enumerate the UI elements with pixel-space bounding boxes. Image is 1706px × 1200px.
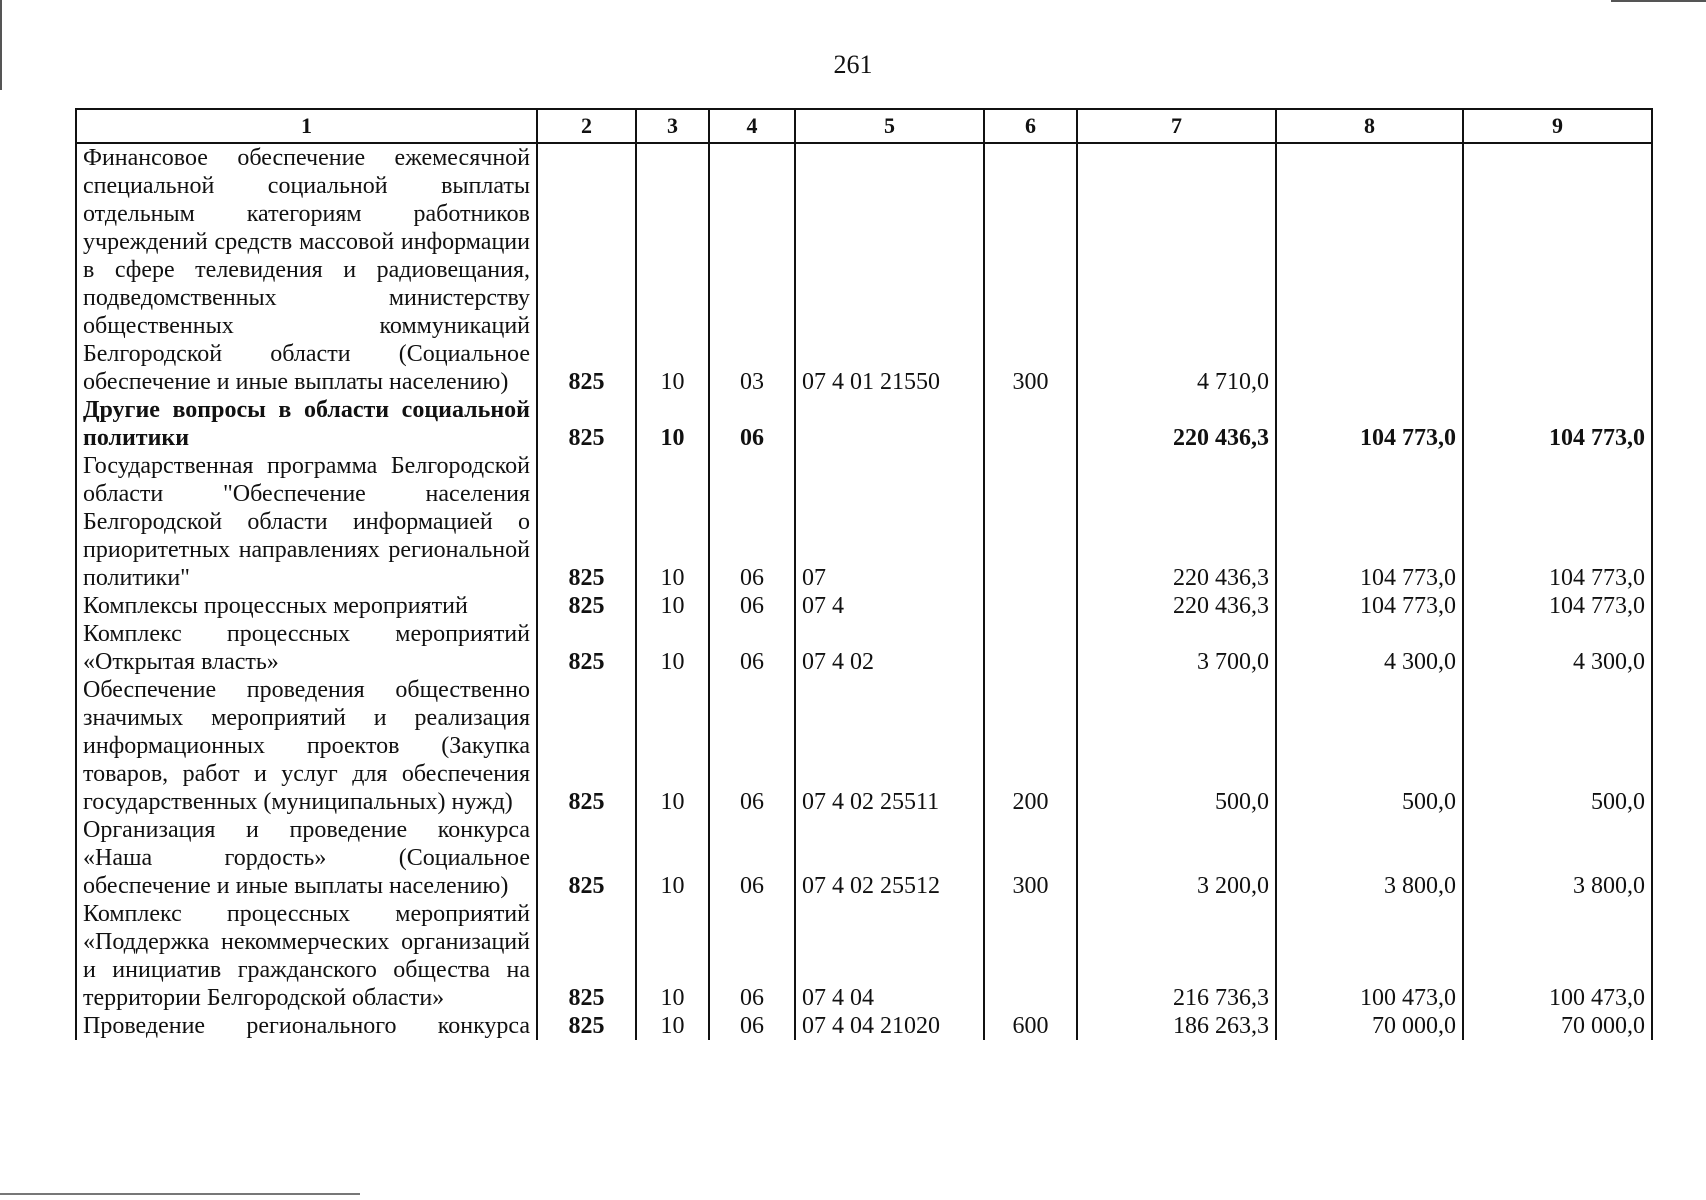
table-row xyxy=(76,816,1652,900)
cell-amount-8: 500,0 xyxy=(1276,676,1463,816)
cell-expense-type: 300 xyxy=(984,816,1077,900)
table-row xyxy=(76,676,1652,816)
cell-section: 10 xyxy=(636,396,709,452)
cell-subsection: 06 xyxy=(709,1012,795,1040)
cell-subsection: 06 xyxy=(709,816,795,900)
cell-section: 10 xyxy=(636,900,709,1012)
budget-table xyxy=(75,108,1653,1040)
table-row xyxy=(76,143,1652,396)
cell-expense-type: 600 xyxy=(984,1012,1077,1040)
row-description: Обеспечение проведения общественно значимых мероприятий и реализация информационных проектов (Закупка товаров, работ и услуг для обеспечения государственных (муниципальных) нужд) xyxy=(76,676,537,816)
cell-section: 10 xyxy=(636,592,709,620)
header-cell: 7 xyxy=(1077,109,1276,143)
cell-code-admin: 825 xyxy=(537,620,636,676)
cell-amount-7: 3 200,0 xyxy=(1077,816,1276,900)
row-description: Комплекс процессных мероприятий «Поддержка некоммерческих организаций и инициатив гражданского общества на территории Белгородской области» xyxy=(76,900,537,1012)
cell-subsection: 06 xyxy=(709,396,795,452)
cell-expense-type xyxy=(984,452,1077,592)
cell-section: 10 xyxy=(636,620,709,676)
cell-expense-type xyxy=(984,900,1077,1012)
cell-amount-9: 104 773,0 xyxy=(1463,452,1652,592)
header-cell: 6 xyxy=(984,109,1077,143)
cell-expense-type xyxy=(984,620,1077,676)
cell-amount-7: 216 736,3 xyxy=(1077,900,1276,1012)
cell-section: 10 xyxy=(636,816,709,900)
cell-amount-9: 104 773,0 xyxy=(1463,396,1652,452)
cell-amount-8: 104 773,0 xyxy=(1276,396,1463,452)
table-row xyxy=(76,396,1652,452)
cell-amount-9: 500,0 xyxy=(1463,676,1652,816)
cell-target-article: 07 4 02 xyxy=(795,620,984,676)
cell-amount-8: 100 473,0 xyxy=(1276,900,1463,1012)
cell-section: 10 xyxy=(636,1012,709,1040)
row-description: Проведение регионального конкурса xyxy=(76,1012,537,1040)
cell-amount-9: 70 000,0 xyxy=(1463,1012,1652,1040)
cell-expense-type xyxy=(984,396,1077,452)
cell-amount-7: 3 700,0 xyxy=(1077,620,1276,676)
cell-amount-8 xyxy=(1276,143,1463,396)
cell-amount-7: 220 436,3 xyxy=(1077,452,1276,592)
cell-expense-type xyxy=(984,592,1077,620)
cell-code-admin: 825 xyxy=(537,1012,636,1040)
cell-code-admin: 825 xyxy=(537,396,636,452)
cell-section: 10 xyxy=(636,452,709,592)
table-row xyxy=(76,592,1652,620)
cell-code-admin: 825 xyxy=(537,676,636,816)
cell-amount-9: 4 300,0 xyxy=(1463,620,1652,676)
cell-section: 10 xyxy=(636,676,709,816)
cell-code-admin: 825 xyxy=(537,143,636,396)
cell-amount-8: 104 773,0 xyxy=(1276,592,1463,620)
row-description: Комплексы процессных мероприятий xyxy=(76,592,537,620)
cell-target-article: 07 4 02 25512 xyxy=(795,816,984,900)
header-cell: 4 xyxy=(709,109,795,143)
cell-target-article xyxy=(795,396,984,452)
header-cell: 9 xyxy=(1463,109,1652,143)
cell-target-article: 07 4 01 21550 xyxy=(795,143,984,396)
cell-code-admin: 825 xyxy=(537,900,636,1012)
table-row xyxy=(76,452,1652,592)
cell-code-admin: 825 xyxy=(537,816,636,900)
header-cell: 1 xyxy=(76,109,537,143)
row-description: Государственная программа Белгородской области "Обеспечение населения Белгородской области информацией о приоритетных направлениях региональной политики" xyxy=(76,452,537,592)
cell-target-article: 07 xyxy=(795,452,984,592)
cell-code-admin: 825 xyxy=(537,592,636,620)
table-row xyxy=(76,620,1652,676)
cell-subsection: 06 xyxy=(709,620,795,676)
cell-amount-9: 104 773,0 xyxy=(1463,592,1652,620)
scan-edge-bottom xyxy=(0,1193,360,1195)
cell-subsection: 06 xyxy=(709,900,795,1012)
row-description: Другие вопросы в области социальной политики xyxy=(76,396,537,452)
cell-amount-7: 220 436,3 xyxy=(1077,396,1276,452)
cell-amount-7: 186 263,3 xyxy=(1077,1012,1276,1040)
cell-amount-8: 3 800,0 xyxy=(1276,816,1463,900)
cell-subsection: 06 xyxy=(709,592,795,620)
cell-amount-8: 70 000,0 xyxy=(1276,1012,1463,1040)
cell-amount-9: 3 800,0 xyxy=(1463,816,1652,900)
cell-section: 10 xyxy=(636,143,709,396)
cell-amount-9: 100 473,0 xyxy=(1463,900,1652,1012)
cell-amount-9 xyxy=(1463,143,1652,396)
header-cell: 3 xyxy=(636,109,709,143)
cell-code-admin: 825 xyxy=(537,452,636,592)
cell-expense-type: 200 xyxy=(984,676,1077,816)
cell-amount-7: 4 710,0 xyxy=(1077,143,1276,396)
cell-subsection: 06 xyxy=(709,452,795,592)
table-row xyxy=(76,900,1652,1012)
header-cell: 2 xyxy=(537,109,636,143)
cell-target-article: 07 4 04 21020 xyxy=(795,1012,984,1040)
row-description: Финансовое обеспечение ежемесячной специальной социальной выплаты отдельным категориям работников учреждений средств массовой информации в сфере телевидения и радиовещания, подведомственных министерству общественных коммуникаций Белгородской области (Социальное обеспечение и иные выплаты населению) xyxy=(76,143,537,396)
header-cell: 5 xyxy=(795,109,984,143)
cell-amount-8: 4 300,0 xyxy=(1276,620,1463,676)
cell-amount-7: 500,0 xyxy=(1077,676,1276,816)
page-number: 261 xyxy=(833,50,873,79)
row-description: Комплекс процессных мероприятий «Открытая власть» xyxy=(76,620,537,676)
cell-amount-8: 104 773,0 xyxy=(1276,452,1463,592)
cell-target-article: 07 4 xyxy=(795,592,984,620)
scan-edge-top xyxy=(1611,0,1706,2)
cell-expense-type: 300 xyxy=(984,143,1077,396)
table-header-row xyxy=(76,109,1652,143)
cell-amount-7: 220 436,3 xyxy=(1077,592,1276,620)
cell-subsection: 06 xyxy=(709,676,795,816)
row-description: Организация и проведение конкурса «Наша гордость» (Социальное обеспечение и иные выплаты населению) xyxy=(76,816,537,900)
header-cell: 8 xyxy=(1276,109,1463,143)
cell-subsection: 03 xyxy=(709,143,795,396)
cell-target-article: 07 4 04 xyxy=(795,900,984,1012)
table-row xyxy=(76,1012,1652,1040)
cell-target-article: 07 4 02 25511 xyxy=(795,676,984,816)
